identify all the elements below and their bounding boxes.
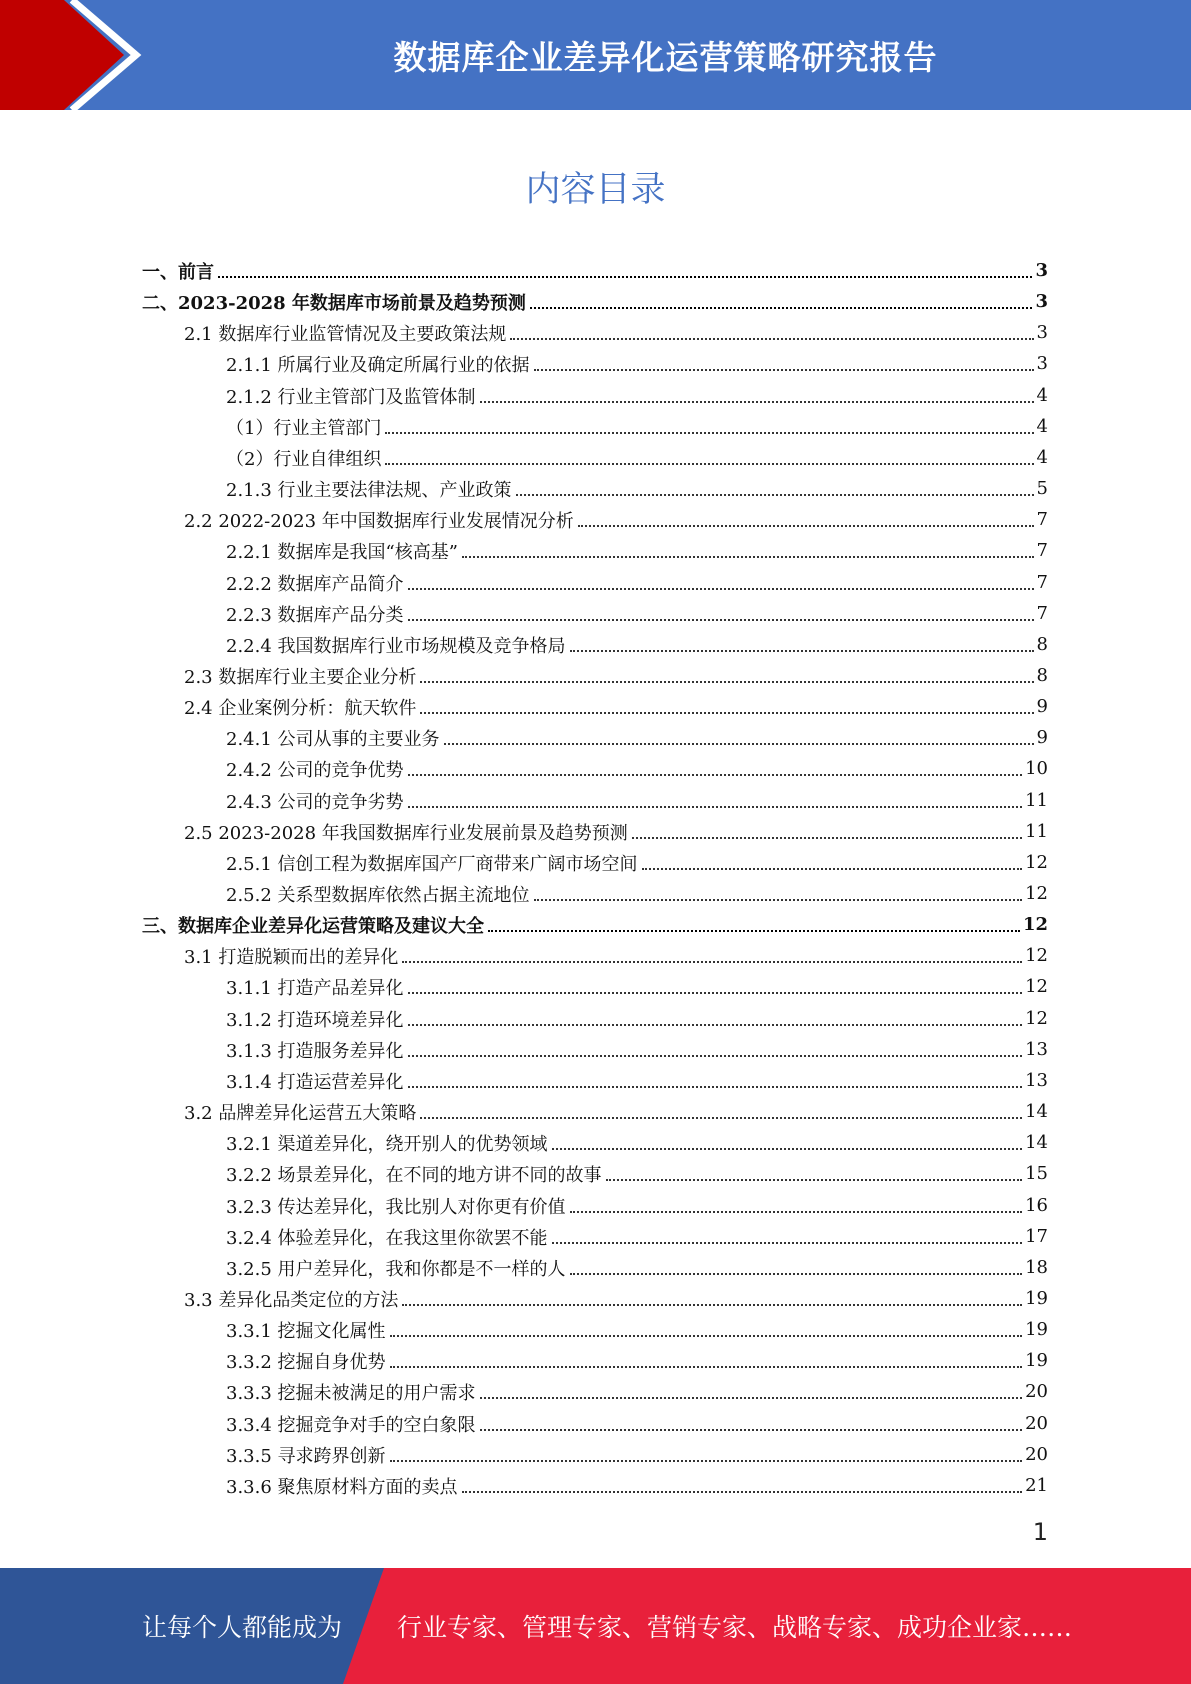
toc-entry-label: 2.2 2022-2023 年中国数据库行业发展情况分析: [184, 510, 574, 532]
toc-title: 内容目录: [525, 170, 666, 210]
toc-entry[interactable]: [226, 1408, 1048, 1439]
toc-entry[interactable]: [226, 598, 1048, 629]
toc-entry-page: 19: [1025, 1288, 1048, 1309]
footer-slogan-right: 行业专家、管理专家、营销专家、战略专家、成功企业家……: [397, 1613, 1073, 1642]
toc-entry-page: 10: [1025, 758, 1048, 779]
toc-entry-label: 2.2.2 数据库产品简介: [226, 573, 404, 595]
toc-entry[interactable]: [184, 691, 1048, 722]
toc-entry-page: 12: [1025, 1008, 1048, 1029]
toc-dot-leader: [385, 463, 1033, 465]
toc-dot-leader: [402, 961, 1022, 963]
toc-entry-label: 3.3.1 挖掘文化属性: [226, 1320, 386, 1342]
toc-dot-leader: [632, 837, 1022, 839]
toc-entry-page: 9: [1036, 727, 1048, 748]
toc-entry-page: 3: [1036, 353, 1048, 374]
toc-entry-page: 7: [1036, 603, 1048, 624]
toc-entry-label: 2.4.1 公司从事的主要业务: [226, 728, 440, 750]
toc-dot-leader: [390, 1335, 1023, 1337]
toc-entry-page: 13: [1025, 1070, 1048, 1091]
toc-entry-page: 4: [1036, 416, 1048, 437]
toc-entry-label: 2.1.3 行业主要法律法规、产业政策: [226, 479, 512, 501]
toc-entry[interactable]: [226, 1252, 1048, 1283]
toc-entry-label: 2.5.1 信创工程为数据库国产厂商带来广阔市场空间: [226, 853, 638, 875]
toc-entry[interactable]: [226, 1190, 1048, 1221]
toc-entry-page: 11: [1025, 790, 1048, 811]
toc-entry[interactable]: [226, 1470, 1048, 1501]
toc-entry[interactable]: [226, 567, 1048, 598]
toc-entry-label: 3.1.2 打造环境差异化: [226, 1009, 404, 1031]
toc-entry-label: 2.4.2 公司的竞争优势: [226, 759, 404, 781]
toc-entry-page: 20: [1025, 1444, 1048, 1465]
toc-entry-label: 3.1.3 打造服务差异化: [226, 1040, 404, 1062]
toc-entry-page: 8: [1036, 634, 1048, 655]
toc-entry-label: （2）行业自律组织: [226, 448, 382, 470]
toc-entry[interactable]: [184, 317, 1048, 348]
header-banner: [0, 0, 1191, 110]
toc-dot-leader: [462, 556, 1034, 558]
toc-entry[interactable]: [142, 255, 1048, 286]
toc-entry[interactable]: [226, 1065, 1048, 1096]
toc-entry-page: 12: [1025, 976, 1048, 997]
toc-entry-label: 2.2.3 数据库产品分类: [226, 604, 404, 626]
red-chevron-icon: [0, 0, 160, 110]
toc-entry[interactable]: [226, 1345, 1048, 1376]
toc-entry[interactable]: [184, 816, 1048, 847]
toc-dot-leader: [408, 619, 1034, 621]
toc-dot-leader: [534, 369, 1034, 371]
toc-entry-page: 12: [1025, 945, 1048, 966]
toc-entry-label: 三、数据库企业差异化运营策略及建议大全: [142, 915, 484, 937]
toc-entry[interactable]: [184, 1283, 1048, 1314]
toc-entry-label: 3.2.4 体验差异化，在我这里你欲罢不能: [226, 1227, 548, 1249]
toc-dot-leader: [408, 1086, 1023, 1088]
toc-dot-leader: [402, 1304, 1022, 1306]
toc-dot-leader: [552, 1148, 1023, 1150]
toc-entry[interactable]: [142, 909, 1048, 940]
toc-entry[interactable]: [226, 1034, 1048, 1065]
toc-entry[interactable]: [226, 1314, 1048, 1345]
toc-dot-leader: [480, 1429, 1023, 1431]
toc-dot-leader: [408, 1055, 1023, 1057]
toc-entry[interactable]: [184, 1096, 1048, 1127]
toc-entry[interactable]: [226, 847, 1048, 878]
toc-entry-page: 12: [1025, 852, 1048, 873]
toc-entry-label: 2.1 数据库行业监管情况及主要政策法规: [184, 323, 507, 345]
toc-entry-label: （1）行业主管部门: [226, 417, 382, 439]
toc-entry-page: 19: [1025, 1319, 1048, 1340]
toc-entry[interactable]: [226, 785, 1048, 816]
toc-entry-page: 12: [1025, 883, 1048, 904]
toc-entry-page: 3: [1035, 260, 1048, 281]
toc-entry-label: 3.1.1 打造产品差异化: [226, 977, 404, 999]
toc-entry-label: 3.2.3 传达差异化，我比别人对你更有价值: [226, 1196, 566, 1218]
toc-entry[interactable]: [226, 722, 1048, 753]
toc-entry-label: 3.1.4 打造运营差异化: [226, 1071, 404, 1093]
footer-slogan-left: 让每个人都能成为: [142, 1613, 343, 1642]
toc-entry-label: 3.3.4 挖掘竞争对手的空白象限: [226, 1414, 476, 1436]
toc-dot-leader: [516, 494, 1034, 496]
toc-dot-leader: [480, 401, 1034, 403]
toc-entry-page: 19: [1025, 1350, 1048, 1371]
toc-entry-label: 2.4 企业案例分析：航天软件: [184, 697, 417, 719]
toc-entry-page: 11: [1025, 821, 1048, 842]
report-title: 数据库企业差异化运营策略研究报告: [393, 37, 938, 77]
page-number: 1: [1032, 1518, 1048, 1546]
toc-entry-page: 15: [1025, 1163, 1048, 1184]
toc-entry-label: 2.2.4 我国数据库行业市场规模及竞争格局: [226, 635, 566, 657]
toc-entry-page: 3: [1035, 291, 1048, 312]
toc-entry-label: 3.3.6 聚焦原材料方面的卖点: [226, 1476, 458, 1498]
toc-entry[interactable]: [226, 1376, 1048, 1407]
toc-entry[interactable]: [226, 1158, 1048, 1189]
toc-dot-leader: [408, 992, 1023, 994]
toc-entry-page: 20: [1025, 1413, 1048, 1434]
toc-dot-leader: [408, 588, 1034, 590]
toc-entry-label: 2.1.2 行业主管部门及监管体制: [226, 386, 476, 408]
toc-entry[interactable]: [226, 1221, 1048, 1252]
toc-dot-leader: [390, 1366, 1023, 1368]
toc-entry-label: 2.3 数据库行业主要企业分析: [184, 666, 417, 688]
toc-dot-leader: [462, 1491, 1023, 1493]
toc-entry-label: 3.2.2 场景差异化，在不同的地方讲不同的故事: [226, 1164, 602, 1186]
toc-entry-label: 3.3.5 寻求跨界创新: [226, 1445, 386, 1467]
toc-dot-leader: [642, 868, 1023, 870]
toc-entry[interactable]: [226, 473, 1048, 504]
footer-banner: [0, 1568, 1191, 1684]
toc-entry-label: 3.1 打造脱颖而出的差异化: [184, 946, 399, 968]
toc-dot-leader: [390, 1460, 1023, 1462]
toc-entry-label: 一、前言: [142, 261, 214, 283]
toc-entry[interactable]: [226, 753, 1048, 784]
toc-entry[interactable]: [226, 442, 1048, 473]
toc-dot-leader: [444, 743, 1034, 745]
toc-entry[interactable]: [226, 629, 1048, 660]
toc-entry-label: 3.3.2 挖掘自身优势: [226, 1351, 386, 1373]
toc-entry[interactable]: [226, 411, 1048, 442]
toc-entry-label: 3.2.5 用户差异化，我和你都是不一样的人: [226, 1258, 566, 1280]
toc-entry-label: 3.2.1 渠道差异化，绕开别人的优势领域: [226, 1133, 548, 1155]
toc-entry-page: 9: [1036, 696, 1048, 717]
toc-entry-page: 17: [1025, 1226, 1048, 1247]
toc-entry-page: 4: [1036, 385, 1048, 406]
toc-dot-leader: [420, 1117, 1022, 1119]
toc-dot-leader: [606, 1179, 1023, 1181]
toc-entry-label: 2.2.1 数据库是我国“核高基”: [226, 541, 458, 563]
toc-entry-page: 20: [1025, 1381, 1048, 1402]
toc-entry-label: 2.1.1 所属行业及确定所属行业的依据: [226, 354, 530, 376]
toc-entry[interactable]: [184, 660, 1048, 691]
toc-entry[interactable]: [226, 380, 1048, 411]
toc-entry-label: 3.3.3 挖掘未被满足的用户需求: [226, 1382, 476, 1404]
toc-entry[interactable]: [142, 286, 1048, 317]
toc-entry[interactable]: [226, 348, 1048, 379]
toc-entry-page: 5: [1036, 478, 1048, 499]
toc-entry-label: 3.3 差异化品类定位的方法: [184, 1289, 399, 1311]
toc-entry[interactable]: [226, 878, 1048, 909]
toc-dot-leader: [578, 525, 1034, 527]
toc-dot-leader: [534, 899, 1023, 901]
toc-entry-page: 14: [1025, 1101, 1048, 1122]
toc-entry-page: 21: [1025, 1475, 1048, 1496]
toc-dot-leader: [510, 338, 1033, 340]
toc-entry[interactable]: [226, 535, 1048, 566]
toc-entry-page: 16: [1025, 1195, 1048, 1216]
toc-entry-page: 7: [1036, 572, 1048, 593]
toc-entry[interactable]: [226, 971, 1048, 1002]
toc-entry-page: 12: [1022, 914, 1048, 935]
toc-entry-page: 7: [1036, 509, 1048, 530]
toc-entry[interactable]: [226, 1439, 1048, 1470]
toc-dot-leader: [570, 1211, 1023, 1213]
toc-entry-page: 8: [1036, 665, 1048, 686]
toc-dot-leader: [218, 276, 1032, 278]
toc-dot-leader: [570, 650, 1034, 652]
toc-dot-leader: [385, 432, 1033, 434]
toc-entry[interactable]: [184, 940, 1048, 971]
toc-dot-leader: [420, 712, 1033, 714]
toc-dot-leader: [480, 1397, 1023, 1399]
toc-dot-leader: [408, 1024, 1023, 1026]
toc-entry[interactable]: [226, 1003, 1048, 1034]
toc-dot-leader: [552, 1242, 1023, 1244]
toc-dot-leader: [420, 681, 1033, 683]
toc-entry-label: 2.5 2023-2028 年我国数据库行业发展前景及趋势预测: [184, 822, 628, 844]
toc-dot-leader: [408, 806, 1023, 808]
toc-entry-label: 2.5.2 关系型数据库依然占据主流地位: [226, 884, 530, 906]
toc-entry-page: 7: [1036, 540, 1048, 561]
toc-entry-label: 2.4.3 公司的竞争劣势: [226, 791, 404, 813]
toc-dot-leader: [530, 307, 1033, 309]
toc-entry-page: 18: [1025, 1257, 1048, 1278]
toc-entry-page: 4: [1036, 447, 1048, 468]
toc-dot-leader: [408, 774, 1023, 776]
toc-entry-label: 3.2 品牌差异化运营五大策略: [184, 1102, 417, 1124]
toc-entry-page: 14: [1025, 1132, 1048, 1153]
toc-entry-page: 13: [1025, 1039, 1048, 1060]
toc-entry[interactable]: [226, 1127, 1048, 1158]
toc-dot-leader: [488, 930, 1020, 932]
toc-entry-page: 3: [1036, 322, 1048, 343]
toc-dot-leader: [570, 1273, 1023, 1275]
toc-entry-label: 二、2023-2028 年数据库市场前景及趋势预测: [142, 292, 526, 314]
toc-entry[interactable]: [184, 504, 1048, 535]
